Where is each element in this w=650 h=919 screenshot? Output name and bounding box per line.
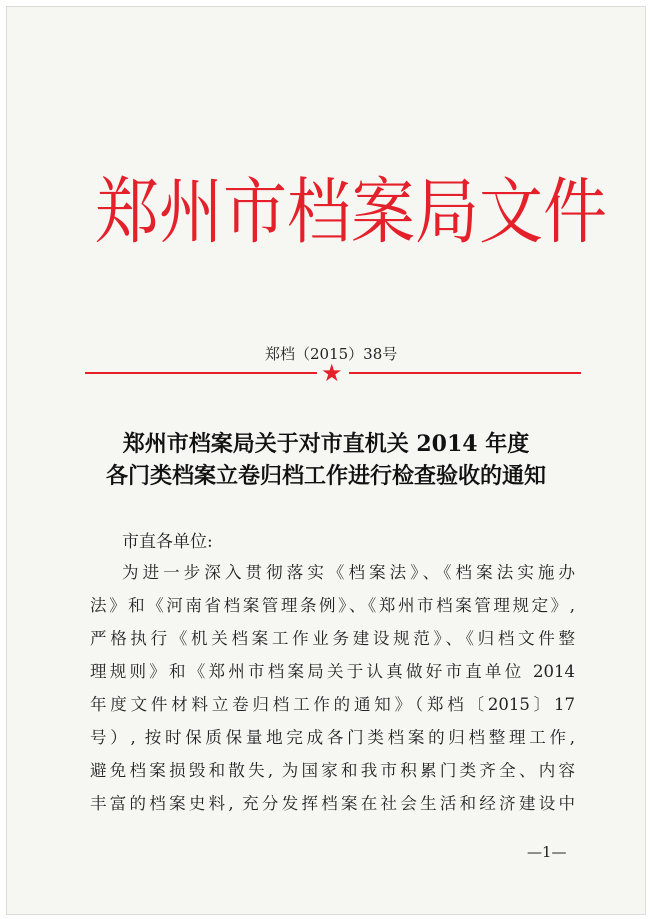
document-number: 郑档（2015）38号 (265, 345, 398, 363)
document-page (6, 6, 646, 915)
issuer-heading: 郑州市档案局文件 (95, 171, 607, 255)
red-rule-right (349, 372, 581, 374)
body-line: 理规则》和《郑州市档案局关于认真做好市直单位 2014 (90, 662, 575, 681)
red-star-icon: ★ (321, 359, 343, 387)
bleed-through (117, 129, 549, 150)
red-rule-left (85, 372, 317, 374)
title-line-2: 各门类档案立卷归档工作进行检查验收的通知 (105, 463, 546, 489)
title-line-1: 郑州市档案局关于对市直机关 2014 年度 (122, 431, 530, 457)
page-number: —1— (527, 843, 567, 861)
body-line: 年度文件材料立卷归档工作的通知》（郑档〔2015〕17 (90, 695, 575, 714)
body-line: 严格执行《机关档案工作业务建设规范》、《归档文件整 (90, 629, 575, 648)
body-line: 为进一步深入贯彻落实《档案法》、《档案法实施办 (122, 563, 575, 582)
body-line: 丰富的档案史料, 充分发挥档案在社会生活和经济建设中 (90, 794, 575, 813)
salutation: 市直各单位: (122, 532, 213, 552)
body-line: 号）, 按时保质保量地完成各门类档案的归档整理工作, (90, 728, 575, 747)
body-line: 避免档案损毁和散失, 为国家和我市积累门类齐全、内容 (90, 761, 575, 780)
body-line: 法》和《河南省档案管理条例》、《郑州市档案管理规定》, (90, 596, 575, 615)
